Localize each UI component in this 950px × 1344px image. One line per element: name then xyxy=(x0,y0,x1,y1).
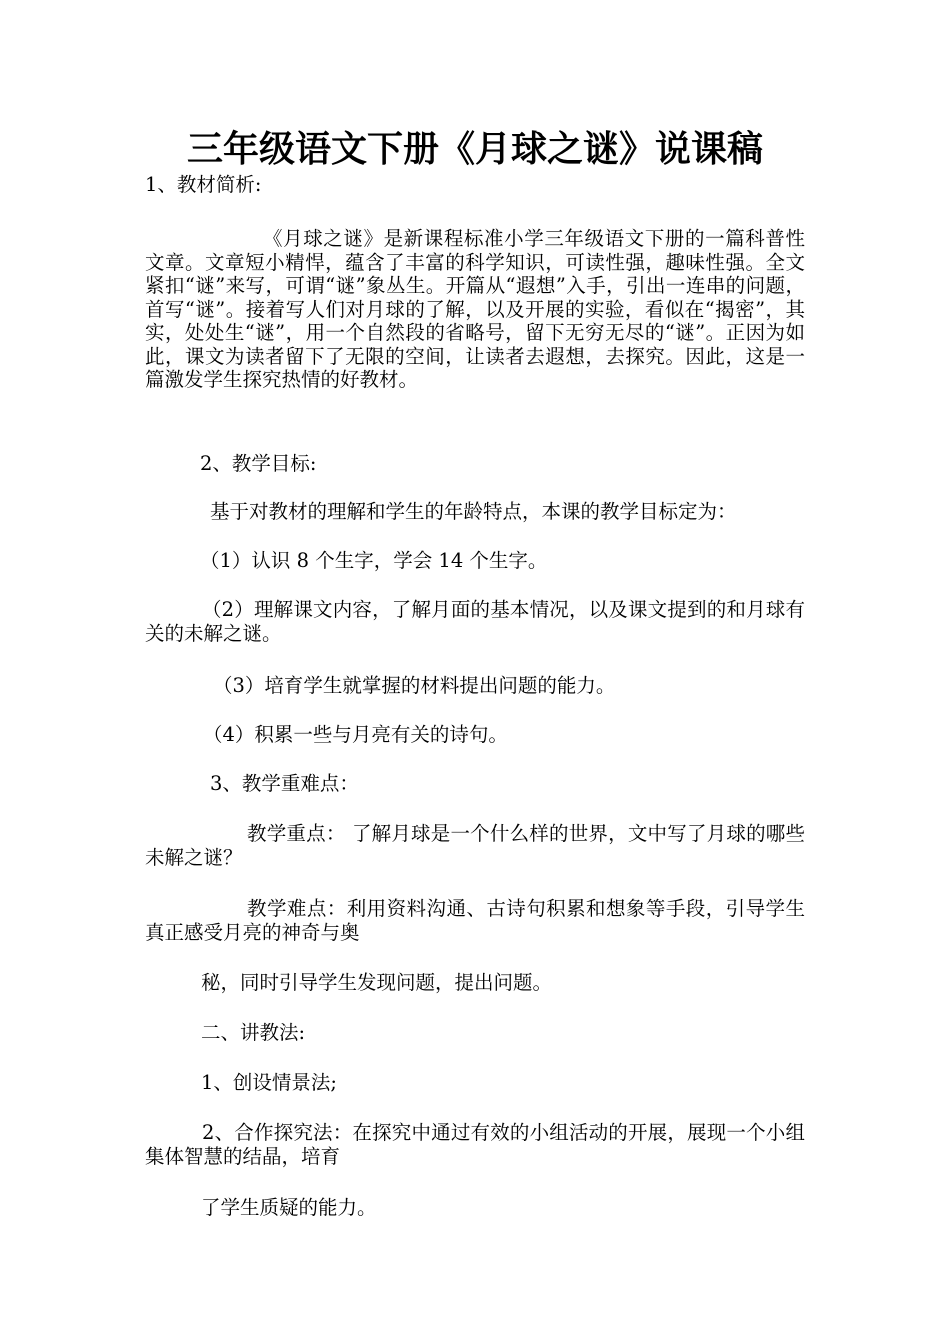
goal-item-1: （1）认识 8 个生字，学会 14 个生字。 xyxy=(200,549,548,572)
section-heading-teaching-goals: 2、教学目标: xyxy=(200,452,317,475)
method-item-2-continued: 了学生质疑的能力。 xyxy=(201,1196,377,1219)
method-item-1: 1、创设情景法; xyxy=(201,1071,337,1094)
paragraph-goals-intro: 基于对教材的理解和学生的年龄特点，本课的教学目标定为： xyxy=(210,500,737,523)
goal-item-2: （2）理解课文内容，了解月面的基本情况，以及课文提到的和月球有关的未解之谜。 xyxy=(145,598,805,645)
goal-item-3: （3）培育学生就掌握的材料提出问题的能力。 xyxy=(213,674,616,697)
section-heading-textbook-analysis: 1、教材简析: xyxy=(145,173,262,196)
section-heading-key-points: 3、教学重难点： xyxy=(210,772,359,795)
section-heading-teaching-methods: 二、讲教法: xyxy=(201,1021,306,1044)
paragraph-teaching-focus: 教学重点： 了解月球是一个什么样的世界，文中写了月球的哪些未解之谜？ xyxy=(145,822,805,869)
method-item-2: 2、合作探究法：在探究中通过有效的小组活动的开展，展现一个小组集体智慧的结晶，培育 xyxy=(145,1121,805,1168)
paragraph-textbook-analysis: 《月球之谜》是新课程标准小学三年级语文下册的一篇科普性文章。文章短小精悍，蕴含了丰富的科学知识，可读性强，趣味性强。全文紧扣“谜”来写，可谓“谜”象丛生。开篇从“遐想”入手，引出一连串的问题，首写“谜”。接着写人们对月球的了解，以及开展的实验，看似在“揭密”，其实，处处生“谜”，用一个自然段的省略号，留下无穷无尽的“谜”。正因为如此，课文为读者留下了无限的空间，让读者去遐想，去探究。因此，这是一篇激发学生探究热情的好教材。 xyxy=(145,227,805,391)
paragraph-difficulty-continued: 秘，同时引导学生发现问题，提出问题。 xyxy=(201,971,553,994)
paragraph-teaching-difficulty: 教学难点：利用资料沟通、古诗句积累和想象等手段，引导学生真正感受月亮的神奇与奥 xyxy=(145,897,805,944)
goal-item-4: （4）积累一些与月亮有关的诗句。 xyxy=(203,723,508,746)
document-title: 三年级语文下册《月球之谜》说课稿 xyxy=(186,129,763,170)
